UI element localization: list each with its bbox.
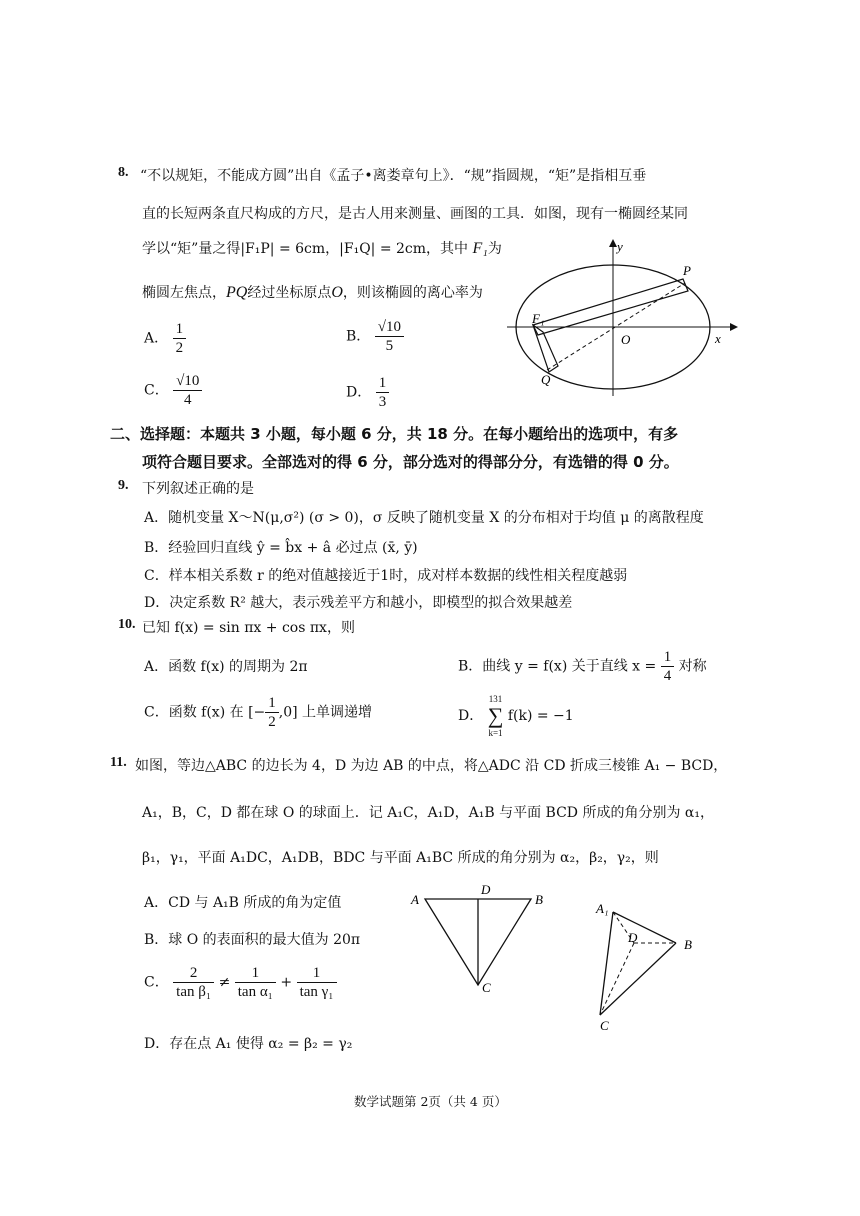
fraction-numerator: √10	[176, 373, 200, 389]
vertex-d-label: D	[628, 930, 638, 945]
fraction-denominator: 5	[375, 336, 404, 355]
option-label: B．	[346, 328, 371, 345]
option-label: C．	[144, 382, 169, 399]
question-11-line-2: A₁，B，C，D 都在球 O 的球面上．记 A₁C，A₁D，A₁B 与平面 BCD 所成的角分别为 α₁，	[142, 805, 714, 821]
q8-option-b[interactable]	[346, 318, 404, 355]
fraction-numerator: 1	[312, 965, 321, 981]
q11-option-d[interactable]: D．存在点 A₁ 使得 α₂ = β₂ = γ₂	[144, 1036, 353, 1052]
vertex-a-label: A	[411, 892, 419, 907]
question-11-line-3: β₁，γ₁，平面 A₁DC，A₁DB，BDC 与平面 A₁BC 所成的角分别为 α₂，β₂，γ₂，则	[142, 850, 659, 866]
question-8-line-4-c: 经过坐标原点	[247, 285, 332, 301]
question-8-line-1: “不以规矩，不能成方圆”出自《孟子•离娄章句上》．“规”指圆规，“矩”是指相互垂	[140, 168, 647, 184]
fraction-numerator: 2	[189, 965, 198, 981]
option-label: D．	[346, 384, 372, 401]
option-c-text: C．函数 f(x) 在 [−	[144, 704, 266, 721]
triangle-figure	[405, 880, 555, 1000]
question-8-line-3-a: 学以“矩”量之得	[142, 241, 241, 257]
fraction-numerator: 1	[251, 965, 260, 981]
q9-option-c[interactable]: C．样本相关系数 r 的绝对值越接近于1时，成对样本数据的线性相关程度越弱	[144, 568, 628, 584]
question-10-stem: 已知 f(x) = sin πx + cos πx，则	[142, 620, 355, 636]
q9-option-d[interactable]: D．决定系数 R² 越大，表示残差平方和越小，即模型的拟合效果越差	[144, 595, 573, 611]
option-c-label: C．	[144, 974, 169, 991]
option-d-expression: f(k) = −1	[507, 708, 574, 724]
fraction-denominator: 4	[173, 390, 202, 409]
point-o-label: O	[621, 332, 631, 347]
option-d-label: D．	[458, 708, 484, 724]
q9-option-a[interactable]: A．随机变量 X～N(μ,σ²) (σ > 0)，σ 反映了随机变量 X 的分布相对于均值 μ 的离散程度	[144, 510, 704, 526]
fraction-numerator: 1	[663, 649, 672, 665]
fraction-denominator: 2	[173, 338, 187, 357]
vertex-c-label: C	[600, 1018, 609, 1033]
fraction-denominator: tan β₁	[173, 982, 214, 1001]
question-8-line-4-e: ，则该椭圆的离心率为	[342, 285, 483, 301]
vertex-c-label: C	[482, 980, 491, 995]
fraction-denominator: 4	[661, 666, 675, 685]
edge-bc	[600, 943, 676, 1015]
option-c-suffix: ,0] 上单调递增	[278, 704, 373, 721]
ellipse-figure	[505, 236, 745, 398]
q10-option-c[interactable]	[144, 694, 372, 731]
question-11-line-1: 如图，等边△ABC 的边长为 4，D 为边 AB 的中点，将△ADC 沿 CD 折成三棱锥 A₁ − BCD，	[135, 758, 728, 774]
q9-option-b[interactable]: B．经验回归直线 ŷ = b̂x + â 必过点 (x̄, ȳ)	[144, 540, 418, 556]
segment-pq: PQ	[226, 284, 248, 301]
point-p-label: P	[683, 263, 691, 278]
tetrahedron-figure	[590, 895, 710, 1035]
section-2-heading-line-1: 二、选择题：本题共 3 小题，每小题 6 分，共 18 分。在每小题给出的选项中，有多	[110, 425, 679, 443]
q8-option-c[interactable]	[144, 372, 202, 409]
sum-lower-limit: k=1	[488, 728, 503, 738]
x-axis-label: x	[715, 331, 721, 346]
question-8-number: 8.	[118, 165, 129, 180]
vertex-d-label: D	[481, 882, 491, 897]
question-8-line-3-d: 为	[487, 241, 502, 257]
question-9-number: 9.	[118, 478, 129, 493]
fraction-denominator: 2	[265, 712, 279, 731]
question-9-stem: 下列叙述正确的是	[142, 481, 254, 497]
fraction-numerator: √10	[377, 319, 401, 335]
fraction-numerator: 1	[378, 375, 387, 391]
question-8-line-4	[142, 282, 483, 302]
question-11-number: 11.	[110, 755, 127, 770]
y-axis-label: y	[617, 239, 623, 254]
point-q-label: Q	[541, 372, 551, 387]
q10-option-d[interactable]	[458, 693, 574, 739]
q8-option-d[interactable]	[346, 374, 389, 411]
edge-a1b	[613, 912, 676, 943]
option-label: A．	[144, 330, 169, 347]
focus-label: F₁	[472, 240, 488, 257]
sigma-symbol: ∑	[487, 703, 504, 728]
q11-option-a[interactable]: A．CD 与 A₁B 所成的角为定值	[144, 895, 342, 911]
point-f1-label: F₁	[532, 311, 545, 326]
question-8-line-3	[142, 238, 502, 258]
vertex-a1-label: A₁	[596, 901, 609, 916]
plus-sign: +	[280, 974, 293, 991]
question-8-line-2: 直的长短两条直尺构成的方尺，是古人用来测量、画图的工具．如图，现有一椭圆经某同	[142, 206, 688, 222]
vertex-b-label: B	[535, 892, 543, 907]
q8-option-a[interactable]	[144, 320, 186, 357]
option-b-text: B．曲线 y = f(x) 关于直线 x =	[458, 658, 657, 675]
not-equal-sign: ≠	[218, 974, 231, 991]
question-8-measures: |F₁P| = 6cm，|F₁Q| = 2cm，其中	[240, 241, 469, 257]
fraction-denominator: 3	[376, 392, 390, 411]
q10-option-b[interactable]	[458, 648, 707, 685]
q10-option-a[interactable]: A．函数 f(x) 的周期为 2π	[144, 659, 308, 675]
page-footer: 数学试题第 2页（共 4 页）	[354, 1094, 507, 1109]
q11-option-b[interactable]: B．球 O 的表面积的最大值为 20π	[144, 932, 361, 948]
question-10-number: 10.	[118, 617, 136, 632]
section-2-heading-line-2: 项符合题目要求。全部选对的得 6 分，部分选对的得部分分，有选错的得 0 分。	[142, 453, 679, 471]
option-b-suffix: 对称	[678, 658, 707, 675]
fraction-denominator: tan γ₁	[297, 982, 337, 1001]
edge-a1c	[600, 912, 613, 1015]
q11-option-c[interactable]	[144, 964, 337, 1001]
fraction-numerator: 1	[268, 695, 276, 711]
question-8-line-4-a: 椭圆左焦点，	[142, 285, 226, 301]
fraction-denominator: tan α₁	[235, 982, 276, 1001]
origin-label: O	[331, 284, 343, 301]
fraction-numerator: 1	[175, 321, 184, 337]
sum-upper-limit: 131	[488, 694, 503, 704]
vertex-b-label: B	[684, 937, 692, 952]
